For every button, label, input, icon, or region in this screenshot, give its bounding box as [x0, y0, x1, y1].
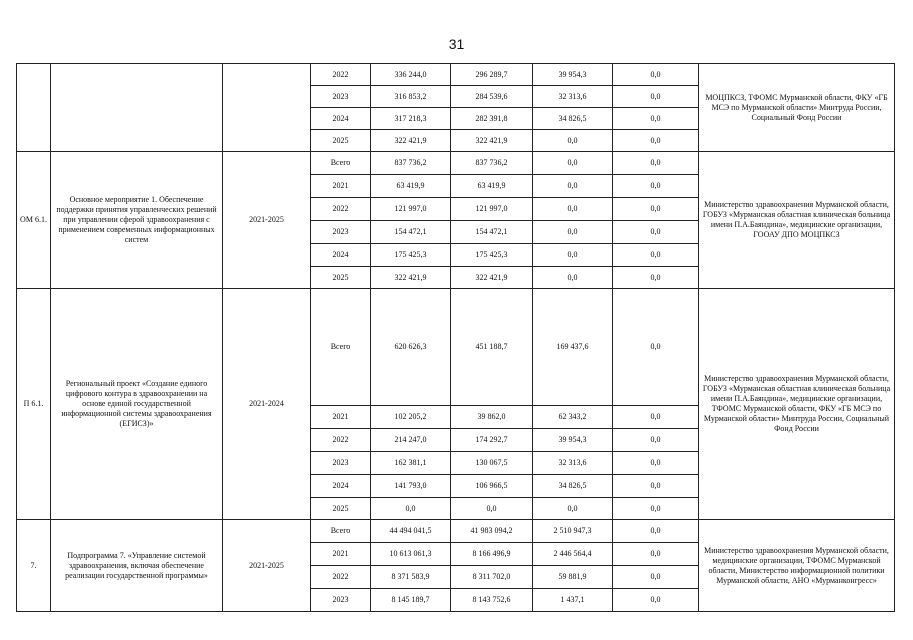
- other-sources-cell: 0,0: [613, 566, 699, 589]
- total-cell: 63 419,9: [371, 175, 451, 198]
- table-row: [17, 289, 895, 406]
- other-sources-cell: 0,0: [613, 198, 699, 221]
- table-row: [17, 64, 895, 86]
- total-cell: 620 626,3: [371, 289, 451, 406]
- total-cell: 322 421,9: [371, 267, 451, 289]
- year-cell: 2023: [311, 452, 371, 475]
- total-cell: 214 247,0: [371, 429, 451, 452]
- federal-budget-cell: 2 510 947,3: [533, 520, 613, 543]
- other-sources-cell: 0,0: [613, 108, 699, 130]
- row-period: 2021-2025: [223, 152, 311, 289]
- year-cell: 2022: [311, 566, 371, 589]
- other-sources-cell: 0,0: [613, 406, 699, 429]
- federal-budget-cell: 34 826,5: [533, 475, 613, 498]
- year-cell: 2022: [311, 198, 371, 221]
- total-cell: 10 613 061,3: [371, 543, 451, 566]
- total-cell: 8 371 583,9: [371, 566, 451, 589]
- total-cell: 322 421,9: [371, 130, 451, 152]
- regional-budget-cell: 322 421,9: [451, 267, 533, 289]
- year-cell: 2024: [311, 244, 371, 267]
- page-number: 31: [448, 36, 465, 52]
- regional-budget-cell: 154 472,1: [451, 221, 533, 244]
- other-sources-cell: 0,0: [613, 589, 699, 612]
- row-executors: Министерство здравоохранения Мурманской области, медицинские организации, ТФОМС Мурманской области, Министерство информационной политики Мурманской области, АНО «Мурманконгресс»: [699, 520, 895, 612]
- regional-budget-cell: 63 419,9: [451, 175, 533, 198]
- regional-budget-cell: 282 391,8: [451, 108, 533, 130]
- year-cell: 2021: [311, 175, 371, 198]
- year-cell: Всего: [311, 289, 371, 406]
- row-code: 7.: [17, 520, 51, 612]
- row-name: Основное мероприятие 1. Обеспечение поддержки принятия управленческих решений при управлении сферой здравоохранения с применением современных информационных систем: [51, 152, 223, 289]
- other-sources-cell: 0,0: [613, 152, 699, 175]
- year-cell: 2025: [311, 130, 371, 152]
- year-cell: 2023: [311, 86, 371, 108]
- federal-budget-cell: 0,0: [533, 244, 613, 267]
- year-cell: Всего: [311, 520, 371, 543]
- row-name: Подпрограмма 7. «Управление системой здравоохранения, включая обеспечение реализации государственной программы»: [51, 520, 223, 612]
- total-cell: 102 205,2: [371, 406, 451, 429]
- row-executors: Министерство здравоохранения Мурманской области, ГОБУЗ «Мурманская областная клиническая больница имени П.А.Баяндина», медицинские организации, ГООАУ ДПО МОЦПКСЗ: [699, 152, 895, 289]
- regional-budget-cell: 322 421,9: [451, 130, 533, 152]
- federal-budget-cell: 0,0: [533, 221, 613, 244]
- federal-budget-cell: 0,0: [533, 130, 613, 152]
- other-sources-cell: 0,0: [613, 267, 699, 289]
- table-body: [17, 64, 895, 612]
- regional-budget-cell: 284 539,6: [451, 86, 533, 108]
- program-funding-table: [16, 63, 895, 612]
- federal-budget-cell: 32 313,6: [533, 86, 613, 108]
- other-sources-cell: 0,0: [613, 86, 699, 108]
- regional-budget-cell: 174 292,7: [451, 429, 533, 452]
- other-sources-cell: 0,0: [613, 475, 699, 498]
- other-sources-cell: 0,0: [613, 429, 699, 452]
- federal-budget-cell: 169 437,6: [533, 289, 613, 406]
- federal-budget-cell: 0,0: [533, 267, 613, 289]
- other-sources-cell: 0,0: [613, 64, 699, 86]
- row-name: [51, 64, 223, 152]
- total-cell: 154 472,1: [371, 221, 451, 244]
- regional-budget-cell: 837 736,2: [451, 152, 533, 175]
- year-cell: 2022: [311, 429, 371, 452]
- federal-budget-cell: 32 313,6: [533, 452, 613, 475]
- regional-budget-cell: 106 966,5: [451, 475, 533, 498]
- federal-budget-cell: 2 446 564,4: [533, 543, 613, 566]
- regional-budget-cell: 8 166 496,9: [451, 543, 533, 566]
- total-cell: 44 494 041,5: [371, 520, 451, 543]
- row-period: [223, 64, 311, 152]
- row-executors: Министерство здравоохранения Мурманской области, ГОБУЗ «Мурманская областная клиническая больница имени П.А.Баяндина», медицинские организации, ТФОМС Мурманской области, ФКУ «ГБ МСЭ по Мурманской области» Минтруда России, Социальный Фонд России: [699, 289, 895, 520]
- other-sources-cell: 0,0: [613, 175, 699, 198]
- federal-budget-cell: 0,0: [533, 175, 613, 198]
- regional-budget-cell: 175 425,3: [451, 244, 533, 267]
- row-name: Региональный проект «Создание единого цифрового контура в здравоохранении на основе единой государственной информационной системы здравоохранения (ЕГИСЗ)»: [51, 289, 223, 520]
- federal-budget-cell: 62 343,2: [533, 406, 613, 429]
- table-row: [17, 152, 895, 175]
- other-sources-cell: 0,0: [613, 543, 699, 566]
- other-sources-cell: 0,0: [613, 520, 699, 543]
- row-period: 2021-2025: [223, 520, 311, 612]
- row-code: ОМ 6.1.: [17, 152, 51, 289]
- year-cell: 2024: [311, 108, 371, 130]
- federal-budget-cell: 39 954,3: [533, 429, 613, 452]
- year-cell: 2024: [311, 475, 371, 498]
- total-cell: 175 425,3: [371, 244, 451, 267]
- federal-budget-cell: 0,0: [533, 152, 613, 175]
- other-sources-cell: 0,0: [613, 244, 699, 267]
- regional-budget-cell: 0,0: [451, 498, 533, 520]
- federal-budget-cell: 34 826,5: [533, 108, 613, 130]
- regional-budget-cell: 121 997,0: [451, 198, 533, 221]
- total-cell: 141 793,0: [371, 475, 451, 498]
- total-cell: 336 244,0: [371, 64, 451, 86]
- regional-budget-cell: 39 862,0: [451, 406, 533, 429]
- year-cell: 2021: [311, 406, 371, 429]
- year-cell: 2025: [311, 267, 371, 289]
- regional-budget-cell: 296 289,7: [451, 64, 533, 86]
- other-sources-cell: 0,0: [613, 289, 699, 406]
- other-sources-cell: 0,0: [613, 221, 699, 244]
- year-cell: 2023: [311, 221, 371, 244]
- total-cell: 0,0: [371, 498, 451, 520]
- total-cell: 317 218,3: [371, 108, 451, 130]
- federal-budget-cell: 59 881,9: [533, 566, 613, 589]
- regional-budget-cell: 41 983 094,2: [451, 520, 533, 543]
- year-cell: 2022: [311, 64, 371, 86]
- federal-budget-cell: 39 954,3: [533, 64, 613, 86]
- total-cell: 316 853,2: [371, 86, 451, 108]
- total-cell: 837 736,2: [371, 152, 451, 175]
- federal-budget-cell: 0,0: [533, 498, 613, 520]
- row-period: 2021-2024: [223, 289, 311, 520]
- other-sources-cell: 0,0: [613, 452, 699, 475]
- regional-budget-cell: 451 188,7: [451, 289, 533, 406]
- federal-budget-cell: 0,0: [533, 198, 613, 221]
- row-code: [17, 64, 51, 152]
- regional-budget-cell: 8 311 702,0: [451, 566, 533, 589]
- year-cell: 2025: [311, 498, 371, 520]
- other-sources-cell: 0,0: [613, 130, 699, 152]
- regional-budget-cell: 8 143 752,6: [451, 589, 533, 612]
- total-cell: 162 381,1: [371, 452, 451, 475]
- row-executors: МОЦПКСЗ, ТФОМС Мурманской области, ФКУ «ГБ МСЭ по Мурманской области» Минтруда России, Социальный Фонд России: [699, 64, 895, 152]
- row-code: П 6.1.: [17, 289, 51, 520]
- total-cell: 8 145 189,7: [371, 589, 451, 612]
- other-sources-cell: 0,0: [613, 498, 699, 520]
- table-row: [17, 520, 895, 543]
- total-cell: 121 997,0: [371, 198, 451, 221]
- federal-budget-cell: 1 437,1: [533, 589, 613, 612]
- year-cell: 2023: [311, 589, 371, 612]
- year-cell: Всего: [311, 152, 371, 175]
- year-cell: 2021: [311, 543, 371, 566]
- regional-budget-cell: 130 067,5: [451, 452, 533, 475]
